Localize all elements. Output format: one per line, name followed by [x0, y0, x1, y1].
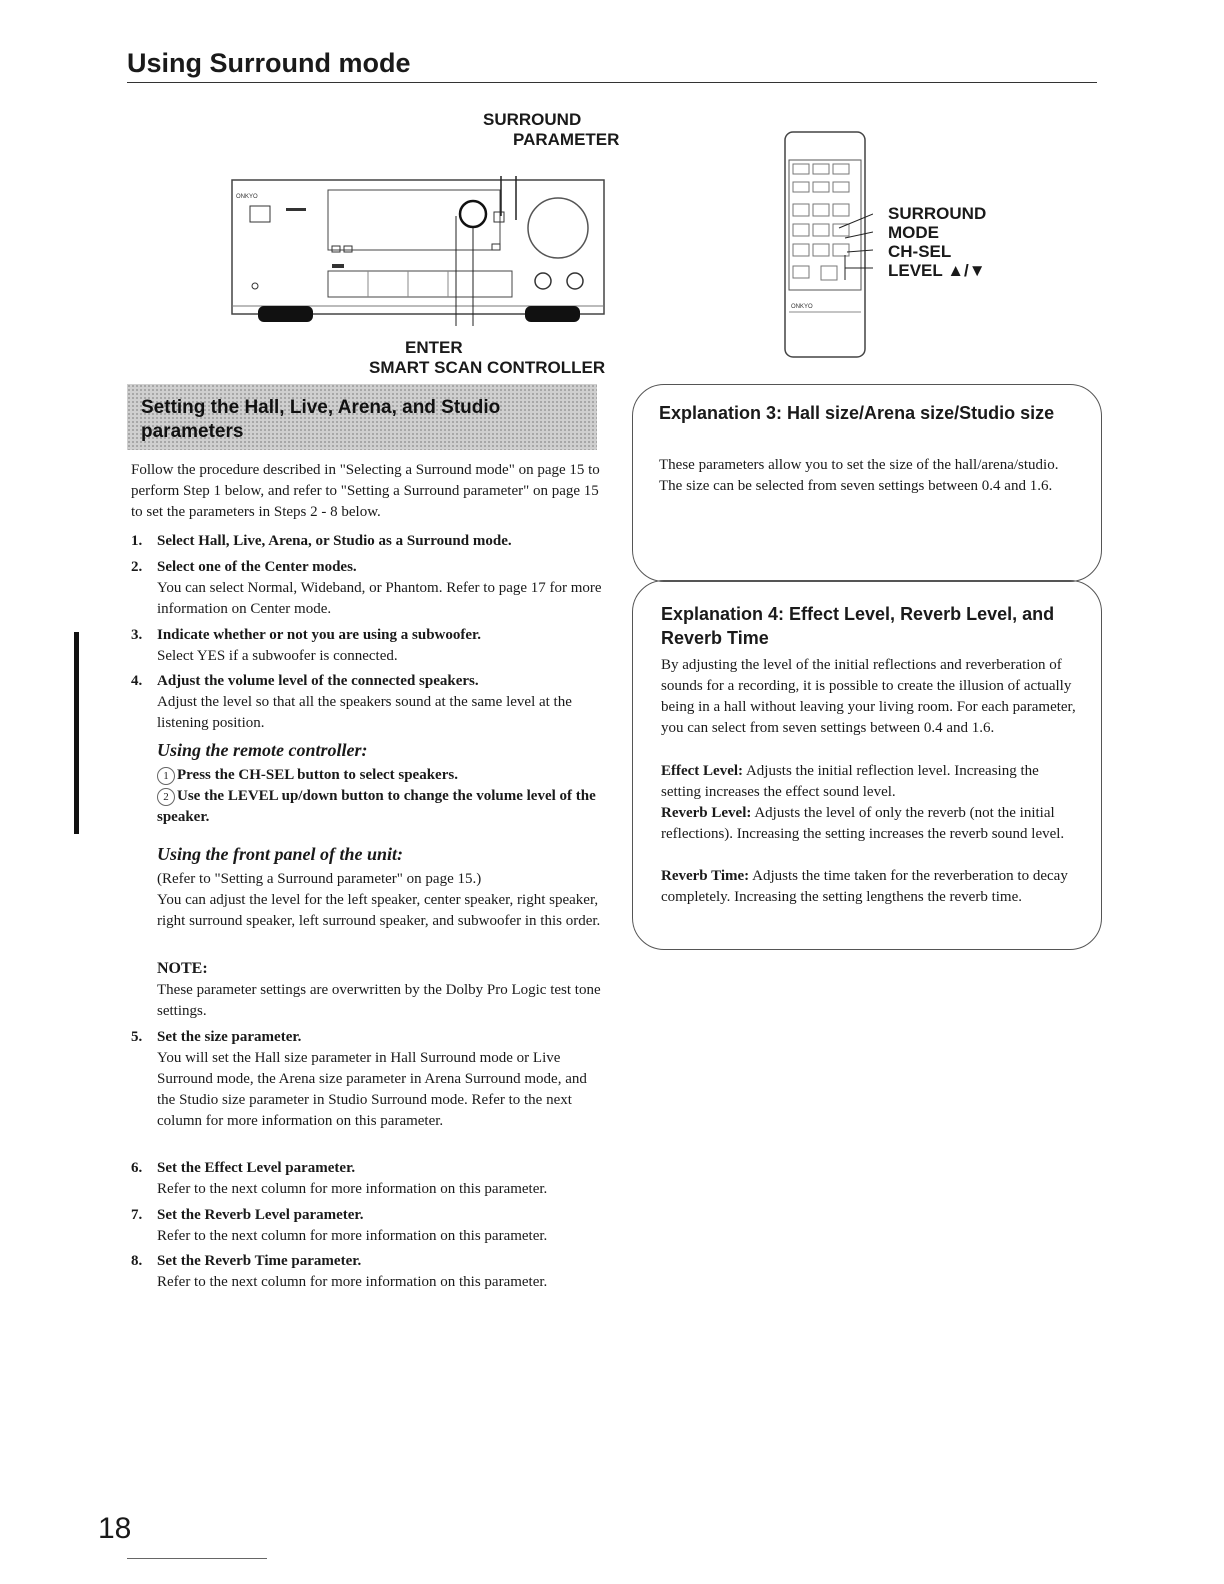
step-5 — [131, 1027, 603, 1048]
step-2-text: You can select Normal, Wideband, or Phantom. Refer to page 17 for more information on Center mode. — [157, 580, 602, 617]
circled-number: 2 — [157, 788, 175, 806]
step-5-text: You will set the Hall size parameter in Hall Surround mode or Live Surround mode, the Arena size parameter in Arena Surround mode, and the Studio size parameter in Studio Surround mode. Refer to the next column for more information on this parameter. — [157, 1050, 587, 1129]
note-label: NOTE: — [157, 960, 208, 977]
explanation-4-effect-level: Effect Level: Adjusts the initial reflection level. Increasing the setting increases the effect sound level. — [661, 763, 1039, 800]
footer-rule — [127, 1558, 267, 1559]
page-number: 18 — [98, 1512, 132, 1545]
label-smart-scan-controller: SMART SCAN CONTROLLER — [369, 358, 606, 377]
note-text: These parameter settings are overwritten by the Dolby Pro Logic test tone settings. — [157, 982, 601, 1019]
step-number: 5. — [131, 1029, 143, 1045]
step-title: Set the size parameter. — [157, 1029, 302, 1045]
front-panel-reference: (Refer to "Setting a Surround parameter" on page 15.) — [157, 871, 482, 887]
intro-paragraph: Follow the procedure described in "Selecting a Surround mode" on page 15 to perform Step 1 below, and refer to "Setting a Surround parameter" on page 15 to set the parameters in Steps 2 - 8 below. — [131, 462, 600, 520]
explanation-4-reverb-level: Reverb Level: Adjusts the level of only the reverb (not the initial reflections). Increasing the setting increases the reverb sound level. — [661, 805, 1065, 842]
remote-controller-heading: Using the remote controller: — [157, 740, 368, 760]
explanation-4-title: Explanation 4: Effect Level, Reverb Level, and Reverb Time — [661, 604, 1055, 648]
step-number: 1. — [131, 533, 143, 549]
label-enter: ENTER — [405, 338, 463, 357]
circled-number: 1 — [157, 767, 175, 785]
remote-label-mode: MODE — [888, 223, 939, 242]
title-rule — [127, 82, 1097, 83]
step-title: Set the Reverb Time parameter. — [157, 1253, 362, 1269]
remote-controller-diagram — [783, 130, 873, 360]
front-panel-heading: Using the front panel of the unit: — [157, 844, 404, 864]
step-7-text: Refer to the next column for more information on this parameter. — [157, 1228, 548, 1244]
step-3-text: Select YES if a subwoofer is connected. — [157, 648, 398, 664]
step-title: Set the Reverb Level parameter. — [157, 1207, 364, 1223]
step-1 — [131, 531, 603, 552]
step-4 — [131, 671, 603, 692]
remote-label-surround: SURROUND — [888, 204, 987, 223]
receiver-diagram — [228, 176, 608, 326]
page-title: Using Surround mode — [127, 48, 411, 78]
step-title: Adjust the volume level of the connected speakers. — [157, 673, 479, 689]
step-title: Select one of the Center modes. — [157, 559, 357, 575]
margin-change-bar — [74, 632, 79, 834]
step-3 — [131, 625, 603, 646]
step-number: 3. — [131, 627, 143, 643]
step-7 — [131, 1205, 603, 1226]
explanation-3-title: Explanation 3: Hall size/Arena size/Studio size — [659, 403, 1055, 423]
front-panel-text: You can adjust the level for the left speaker, center speaker, right speaker, right surround speaker, left surround speaker, and subwoofer in this order. — [157, 892, 601, 929]
step-title: Select Hall, Live, Arena, or Studio as a Surround mode. — [157, 533, 512, 549]
step-6-text: Refer to the next column for more information on this parameter. — [157, 1181, 548, 1197]
explanation-4-intro: By adjusting the level of the initial reflections and reverberation of sounds for a recording, it is possible to create the illusion of actually being in a hall without leaving your living room. For each parameter, you can select from seven settings between 0.4 and 1.6. — [661, 657, 1076, 736]
step-2 — [131, 557, 603, 578]
remote-brand: ONKYO — [791, 304, 813, 310]
remote-label-ch-sel: CH-SEL — [888, 242, 952, 261]
label-parameter: PARAMETER — [513, 130, 620, 149]
explanation-4-reverb-time: Reverb Time: Adjusts the time taken for the reverberation to decay completely. Increasing the setting lengthens the reverb time. — [661, 868, 1068, 905]
step-6 — [131, 1158, 603, 1179]
step-title: Indicate whether or not you are using a subwoofer. — [157, 627, 482, 643]
step-number: 4. — [131, 673, 143, 689]
receiver-brand: ONKYO — [236, 194, 258, 200]
step-4-text: Adjust the level so that all the speakers sound at the same level at the listening position. — [157, 694, 572, 731]
remote-step-2: 2 Use the LEVEL up/down button to change the volume level of the speaker. — [157, 788, 596, 825]
step-number: 2. — [131, 559, 143, 575]
step-8-text: Refer to the next column for more information on this parameter. — [157, 1274, 548, 1290]
step-number: 8. — [131, 1253, 143, 1269]
remote-step-1: 1 Press the CH-SEL button to select speakers. — [157, 765, 605, 786]
label-surround: SURROUND — [483, 110, 582, 129]
step-title: Set the Effect Level parameter. — [157, 1160, 356, 1176]
explanation-3-text: These parameters allow you to set the size of the hall/arena/studio. The size can be selected from seven settings between 0.4 and 1.6. — [659, 457, 1059, 494]
remote-label-level: LEVEL ▲/▼ — [888, 261, 986, 280]
section-header: Setting the Hall, Live, Arena, and Studio parameters — [141, 397, 501, 442]
step-8 — [131, 1251, 603, 1272]
step-number: 7. — [131, 1207, 143, 1223]
step-number: 6. — [131, 1160, 143, 1176]
